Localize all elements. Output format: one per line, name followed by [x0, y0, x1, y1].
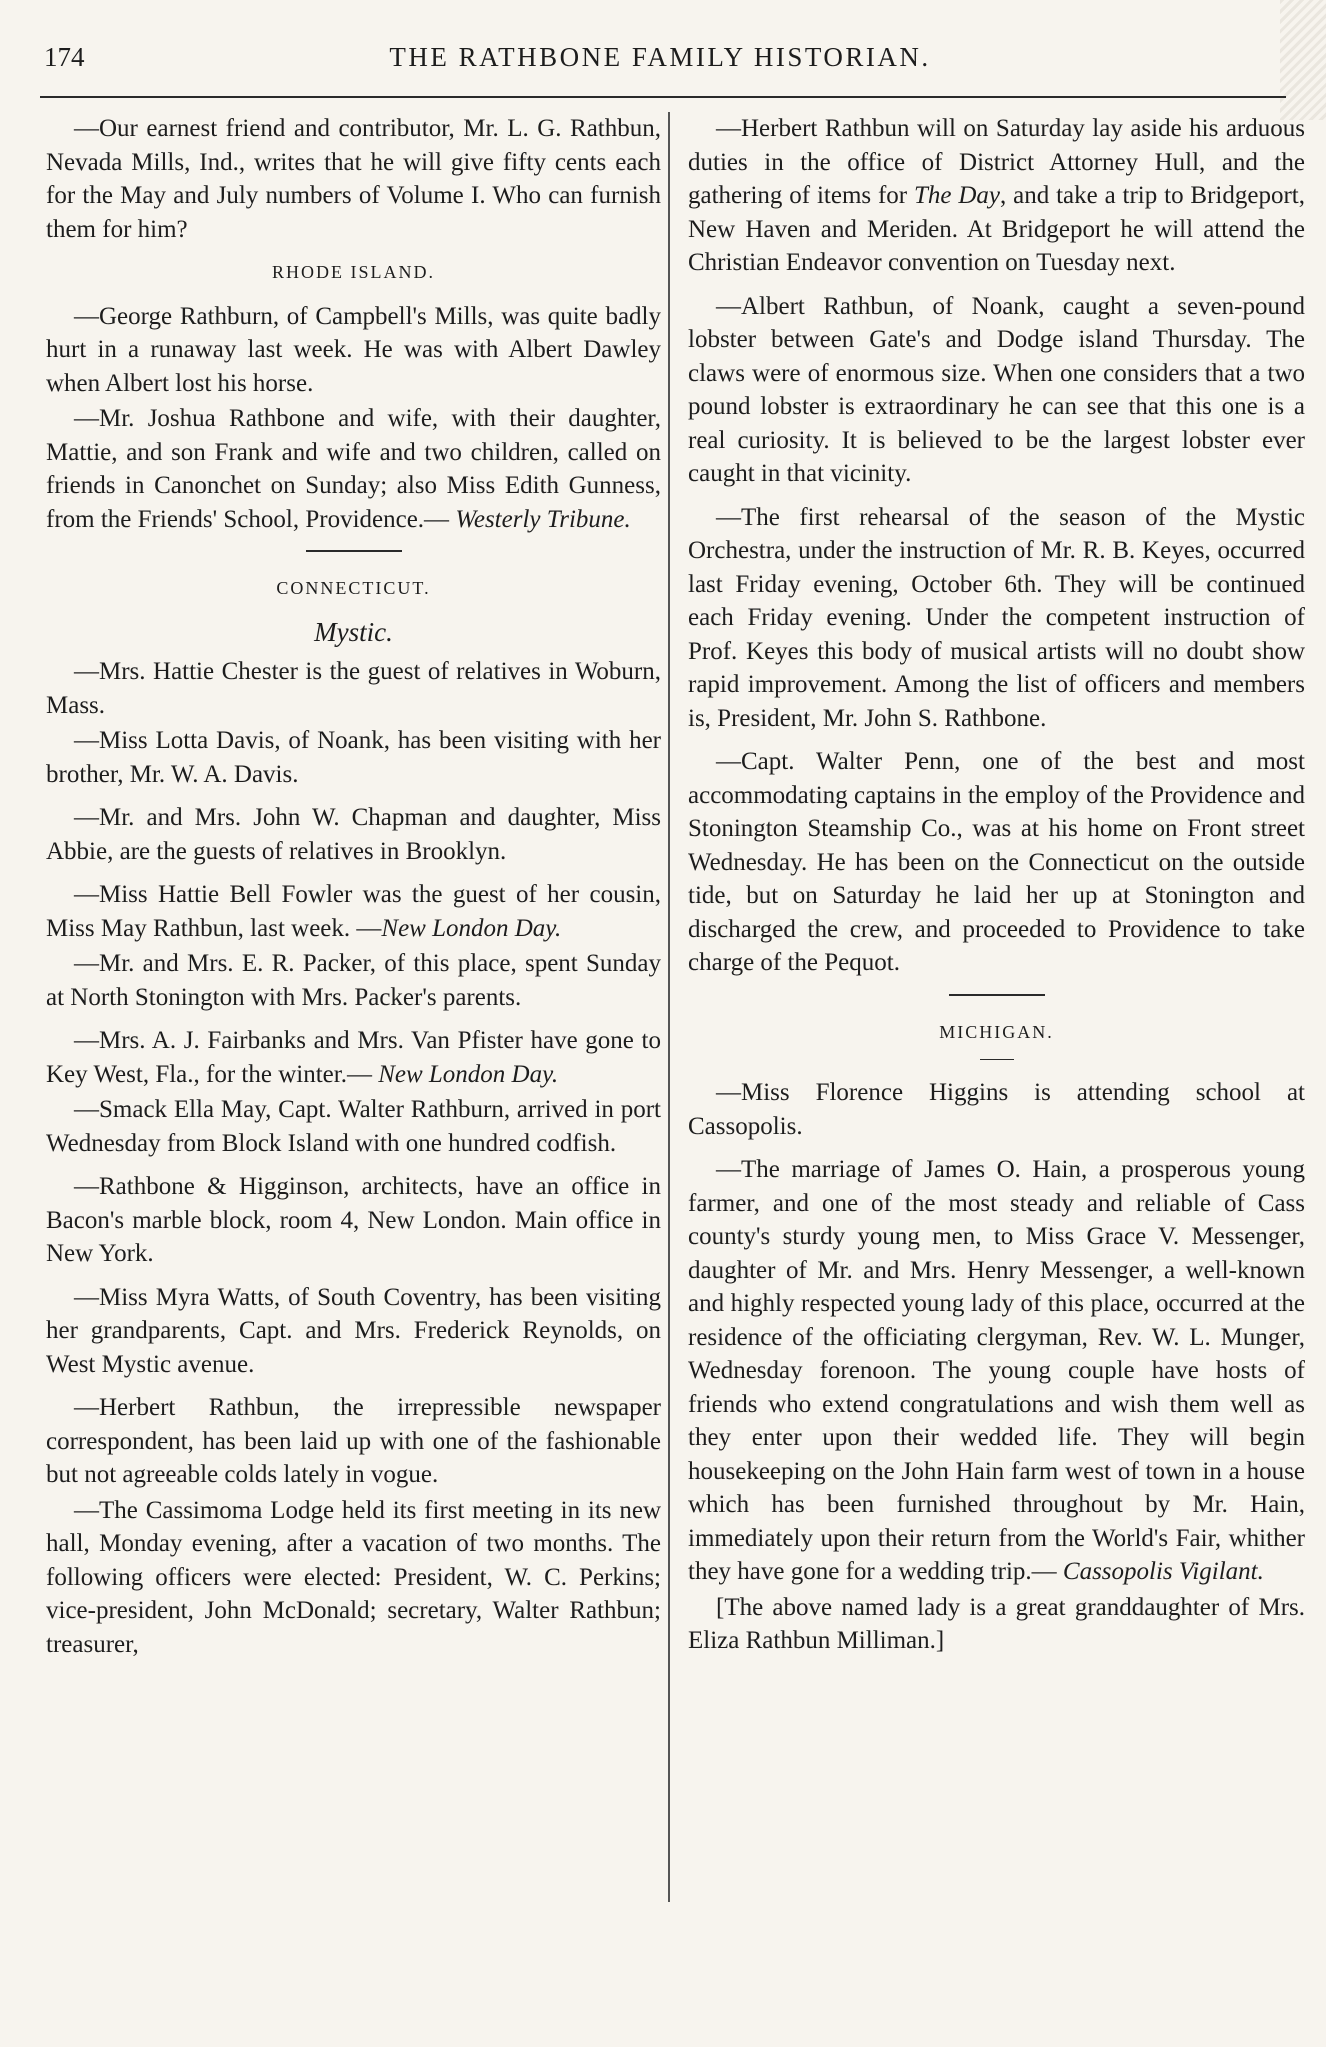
page-number: 174: [44, 42, 85, 72]
item-herbert-rathbun-cold: —Herbert Rathbun, the irrepressible newspaper correspondent, has been laid up with one of the fashionable but not agreeable colds lately in vogue.: [46, 1394, 661, 1488]
header-rule: [40, 96, 1286, 98]
sub-head-mystic: Mystic.: [314, 616, 393, 647]
right-column: [688, 112, 1305, 1668]
item-fairbanks: [46, 1024, 661, 1091]
item-lotta-davis: —Miss Lotta Davis, of Noank, has been visiting with her brother, Mr. W. A. Davis.: [46, 727, 661, 788]
item-cassimoma-lodge: —The Cassimoma Lodge held its first meeting in its new hall, Monday evening, after a vacation of two months. The following officers were elected: President, W. C. Perkins; vice-president, John McDonald; secretary, Walter Rathbun; treasurer,: [46, 1496, 661, 1658]
section-divider-small: [980, 1059, 1014, 1060]
column-divider: [668, 112, 670, 1902]
item-joshua-rathbone: [46, 402, 661, 536]
section-head-rhode-island: RHODE ISLAND.: [272, 262, 435, 282]
item-chapman: —Mr. and Mrs. John W. Chapman and daughter, Miss Abbie, are the guests of relatives in Brooklyn.: [46, 804, 661, 865]
item-rathbone-higginson: —Rathbone & Higginson, architects, have an office in Bacon's marble block, room 4, New London. Main office in New York.: [46, 1173, 661, 1267]
section-head-connecticut: CONNECTICUT.: [276, 578, 431, 598]
section-divider: [306, 550, 402, 552]
item-source: New London Day.: [378, 1060, 559, 1088]
item-text: —Mrs. A. J. Fairbanks and Mrs. Van Pfister have gone to Key West, Fla., for the winter.—: [46, 1027, 661, 1088]
item-text: —Mr. Joshua Rathbone and wife, with their daughter, Mattie, and son Frank and wife and two children, called on friends in Canonchet on Sunday; also Miss Edith Gunness, from the Friends' School, Providence.—: [46, 405, 661, 533]
item-source: Westerly Tribune.: [455, 505, 631, 533]
item-text: —The marriage of James O. Hain, a prosperous young farmer, and one of the most steady and reliable of Cass county's sturdy young men, to Miss Grace V. Messenger, daughter of Mr. and Mrs. Henry Messenger, a well-known and highly respected young lady of this place, occurred at the residence of the officiating clergyman, Rev. W. L. Munger, Wednesday forenoon. The young couple have hosts of friends who extend congratulations and wish them well as they enter upon their wedded life. They will begin housekeeping on the John Hain farm west of town in a house which has been furnished throughout by Mr. Hain, immediately upon their return from the World's Fair, whither they have gone for a wedding trip.—: [688, 1156, 1305, 1585]
item-capt-walter-penn: —Capt. Walter Penn, one of the best and most accommodating captains in the employ of the Providence and Stonington Steamship Co., was at his home on Front street Wednesday. He has been on the Connecticut on the outside tide, but on Saturday he laid her up at Stonington and discharged the crew, and proceeded to Providence to take charge of the Pequot.: [688, 748, 1305, 976]
item-source: New London Day.: [381, 914, 562, 942]
item-smack-ella-may: —Smack Ella May, Capt. Walter Rathburn, arrived in port Wednesday from Block Island with one hundred codfish.: [46, 1096, 661, 1157]
item-george-rathburn: —George Rathburn, of Campbell's Mills, was quite badly hurt in a runaway last week. He was with Albert Dawley when Albert lost his horse.: [46, 302, 661, 397]
section-divider: [949, 994, 1045, 996]
item-hattie-chester: —Mrs. Hattie Chester is the guest of relatives in Woburn, Mass.: [46, 658, 661, 719]
item-albert-rathbun-lobster: —Albert Rathbun, of Noank, caught a seven-pound lobster between Gate's and Dodge island Thursday. The claws were of enormous size. When one considers that a two pound lobster is extraordinary he can see that this one is a real curiosity. It is believed to be the largest lobster ever caught in that vicinity.: [688, 292, 1305, 487]
item-rathbun-volume-request: —Our earnest friend and contributor, Mr. L. G. Rathbun, Nevada Mills, Ind., writes that he will give fifty cents each for the May and July numbers of Volume I. Who can furnish them for him?: [46, 115, 661, 243]
item-florence-higgins: —Miss Florence Higgins is attending school at Cassopolis.: [688, 1079, 1305, 1140]
item-hattie-bell-fowler: [46, 878, 661, 945]
item-packer: —Mr. and Mrs. E. R. Packer, of this place, spent Sunday at North Stonington with Mrs. Packer's parents.: [46, 950, 661, 1011]
scan-edge-artifact: [1280, 0, 1326, 120]
item-text: —Miss Hattie Bell Fowler was the guest of her cousin, Miss May Rathbun, last week. —: [46, 881, 661, 942]
item-text: , and take a trip to Bridgeport, New Haven and Meriden. At Bridgeport he will attend the Christian Endeavor convention on Tuesday next.: [688, 182, 1305, 276]
item-herbert-rathbun-trip: [688, 112, 1305, 280]
item-source: Cassopolis Vigilant.: [1062, 1558, 1264, 1585]
item-text: —Herbert Rathbun will on Saturday lay aside his arduous duties in the office of District Attorney Hull, and the gathering of items for: [688, 115, 1305, 209]
left-column: [46, 112, 661, 1671]
section-head-michigan: MICHIGAN.: [939, 1021, 1054, 1042]
item-myra-watts: —Miss Myra Watts, of South Coventry, has been visiting her grandparents, Capt. and Mrs. Frederick Reynolds, on West Mystic avenue.: [46, 1283, 661, 1378]
item-mystic-orchestra: —The first rehearsal of the season of the Mystic Orchestra, under the instruction of Mr. R. B. Keyes, occurred last Friday evening, October 6th. They will be continued each Friday evening. Under the competent instruction of Prof. Keyes this body of musical artists will no doubt show rapid improvement. Among the list of officers and members is, President, Mr. John S. Rathbone.: [688, 503, 1305, 732]
running-title: THE RATHBONE FAMILY HISTORIAN.: [389, 42, 931, 72]
item-editor-note: [The above named lady is a great granddaughter of Mrs. Eliza Rathbun Milliman.]: [688, 1593, 1305, 1654]
item-source: The Day: [914, 182, 1001, 209]
page-header: [40, 38, 1280, 78]
item-hain-messenger-marriage: [688, 1153, 1305, 1589]
